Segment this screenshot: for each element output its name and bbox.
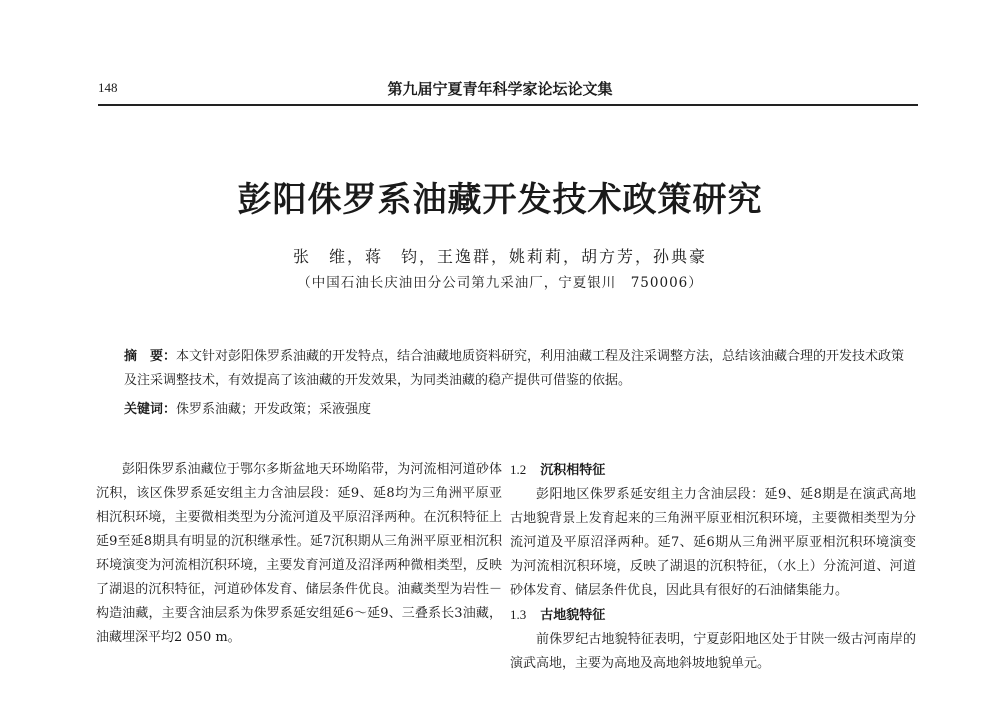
body-paragraph: 彭阳侏罗系油藏位于鄂尔多斯盆地天环坳陷带，为河流相河道砂体沉积，该区侏罗系延安组主力含油层段：延9、延8均为三角洲平原亚相沉积环境，主要微相类型为分流河道及平原沼泽两种。在沉积特征上延9至延8期具有明显的沉积继承性。延7沉积期从三角洲平原亚相沉积环境演变为河流相沉积环境，主要发育河道及沼泽两种微相类型，反映了湖退的沉积特征，河道砂体发育、储层条件优良。油藏类型为岩性－构造油藏，主要含油层系为侏罗系延安组延6～延9、三叠系长3油藏，油藏埋深平均2 050 m。 [96, 462, 502, 645]
section-number: 1.2 [510, 462, 527, 477]
authors: 张 维，蒋 钧，王逸群，姚莉莉，胡方芳，孙典豪 [292, 247, 707, 266]
section-heading-1-3 [510, 603, 916, 628]
header-rule [98, 104, 918, 106]
abstract-label: 摘 要： [124, 349, 177, 364]
body-paragraph: 前侏罗纪古地貌特征表明，宁夏彭阳地区处于甘陕一级古河南岸的演武高地，主要为高地及高地斜坡地貌单元。 [510, 632, 916, 671]
left-column [96, 458, 502, 650]
abstract [124, 345, 914, 393]
right-column [510, 458, 916, 676]
section-heading-1-2 [510, 458, 916, 483]
section-title: 古地貌特征 [540, 608, 606, 623]
journal-header: 第九届宁夏青年科学家论坛论文集 [387, 80, 613, 98]
keywords-text: 侏罗系油藏；开发政策；采液强度 [176, 402, 372, 417]
keywords [124, 400, 914, 420]
keywords-label: 关键词： [124, 402, 177, 417]
abstract-text: 本文针对彭阳侏罗系油藏的开发特点，结合油藏地质资料研究，利用油藏工程及注采调整方法，总结该油藏合理的开发技术政策及注采调整技术，有效提高了该油藏的开发效果，为同类油藏的稳产提供可借鉴的依据。 [124, 349, 905, 388]
page-number: 148 [98, 80, 118, 95]
section-number: 1.3 [510, 607, 527, 622]
paper-title: 彭阳侏罗系油藏开发技术政策研究 [237, 180, 763, 220]
affiliation: （中国石油长庆油田分公司第九采油厂，宁夏银川 750006） [297, 275, 703, 291]
section-title: 沉积相特征 [540, 463, 606, 478]
body-paragraph: 彭阳地区侏罗系延安组主力含油层段：延9、延8期是在演武高地古地貌背景上发育起来的三角洲平原亚相沉积环境，主要微相类型为分流河道及平原沼泽两种。延7、延6期从三角洲平原亚相沉积环境演变为河流相沉积环境，反映了湖退的沉积特征，（水上）分流河道、河道砂体发育、储层条件优良，因此具有很好的石油储集能力。 [510, 487, 916, 598]
